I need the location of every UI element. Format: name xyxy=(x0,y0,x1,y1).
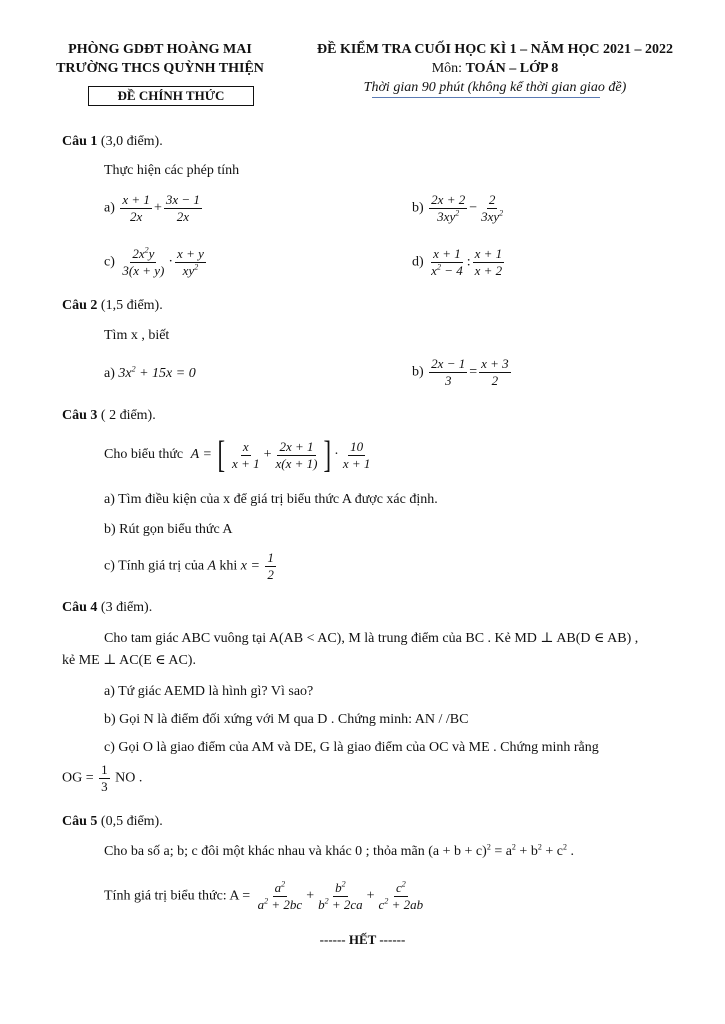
q3-frac1: $\frac{x}{x + 1}$ xyxy=(232,438,260,471)
header-underline xyxy=(372,97,600,98)
q1-d-frac1: $\frac{x + 1}{x^2 - 4}$ xyxy=(431,246,463,278)
q1-a-frac1: $\frac{x + 1}{2x}$ xyxy=(122,192,150,224)
q1-prompt: Thực hiện các phép tính xyxy=(104,163,240,178)
q5-heading xyxy=(62,814,163,830)
q3-points: ( 2 điểm). xyxy=(97,408,156,423)
q3-a: a) Tìm điều kiện của x để giá trị biểu thức A được xác định. xyxy=(104,492,438,507)
q5-title: Câu 5 xyxy=(62,814,98,829)
q2-b-frac2: $\frac{x + 3}{2}$ xyxy=(481,356,509,388)
q3-b: b) Rút gọn biểu thức A xyxy=(104,522,233,537)
exam-title: ĐỀ KIỂM TRA CUỐI HỌC KÌ 1 – NĂM HỌC 2021 – 2022 xyxy=(317,42,673,57)
q4-a: a) Tứ giác AEMD là hình gì? Vì sao? xyxy=(104,684,314,699)
q1-c: c) $\frac{2x^2y}{3(x + y)}$ · $\frac{x + y}{xy^2}$ xyxy=(104,245,204,278)
q4-title: Câu 4 xyxy=(62,600,98,615)
q5-frac1: $\frac{a^2}{a^2 + 2bc}$ xyxy=(257,879,303,912)
q3-c: c) Tính giá trị của A khi x = $\frac{1}{2}$ xyxy=(104,550,274,582)
q4-points: (3 điểm). xyxy=(97,600,153,615)
q1-d: d) $\frac{x + 1}{x^2 - 4}$ : $\frac{x + 1}{x + 2}$ xyxy=(412,246,503,278)
q1-b-label: b) xyxy=(412,200,424,216)
q1-d-label: d) xyxy=(412,254,424,270)
q3-expression: Cho biểu thức A = [ $\frac{x}{x + 1}$ + $\frac{2x + 1}{x(x + 1)}$ ] · $\frac{10}{x + 1}$ xyxy=(104,434,371,476)
q4-heading xyxy=(62,600,152,616)
q1-a: a) $\frac{x + 1}{2x}$ + $\frac{3x - 1}{2x}$ xyxy=(104,192,200,224)
q5-frac3: $\frac{c^2}{c^2 + 2ab}$ xyxy=(378,879,424,912)
q1-d-frac2: $\frac{x + 1}{x + 2}$ xyxy=(474,246,503,278)
q5-prompt: Tính giá trị biểu thức: A = xyxy=(104,888,251,904)
q3-c-frac: $\frac{1}{2}$ xyxy=(267,550,274,582)
q5-frac2: $\frac{b^2}{b^2 + 2ca}$ xyxy=(318,879,363,912)
q2-a-label: a) xyxy=(104,366,115,381)
q1-b-frac1: $\frac{2x + 2}{3xy^2}$ xyxy=(431,192,466,224)
q4-line1: Cho tam giác ABC vuông tại A(AB < AC), M là trung điểm của BC . Kẻ MD ⊥ AB(D ∈ AB) , xyxy=(104,631,639,646)
q2-title: Câu 2 xyxy=(62,298,98,313)
q2-a: a) $3x^2 + 15x = 0$ xyxy=(104,364,196,381)
subject-name: TOÁN – LỚP 8 xyxy=(465,61,559,76)
q1-b: b) $\frac{2x + 2}{3xy^2}$ − $\frac{2}{3xy^2}$ xyxy=(412,192,504,224)
q1-heading xyxy=(62,134,163,150)
q2-b-label: b) xyxy=(412,364,424,380)
q4-line2: kẻ ME ⊥ AC(E ∈ AC). xyxy=(62,653,196,668)
q1-b-frac2: $\frac{2}{3xy^2}$ xyxy=(481,192,504,224)
q1-title: Câu 1 xyxy=(62,134,98,149)
q4-frac: $\frac{1}{3}$ xyxy=(101,762,108,794)
q2-heading xyxy=(62,298,163,314)
q4-b: b) Gọi N là điểm đối xứng với M qua D . Chứng minh: AN / /BC xyxy=(104,712,469,727)
subject-prefix: Môn: xyxy=(431,61,466,76)
q4-c: c) Gọi O là giao điểm của AM và DE, G là giao điểm của OC và ME . Chứng minh rằng xyxy=(104,740,599,755)
q2-b: b) $\frac{2x - 1}{3}$ = $\frac{x + 3}{2}$ xyxy=(412,356,509,388)
right-bracket: ] xyxy=(324,434,332,476)
subject-line xyxy=(300,59,690,78)
q3-prompt: Cho biểu thức xyxy=(104,447,184,463)
q1-a-frac2: $\frac{3x - 1}{2x}$ xyxy=(165,192,200,224)
q3-frac3: $\frac{10}{x + 1}$ xyxy=(342,438,371,471)
q3-title: Câu 3 xyxy=(62,408,98,423)
school-name: TRƯỜNG THCS QUỲNH THIỆN xyxy=(56,61,264,76)
q3-heading xyxy=(62,408,156,424)
official-exam-label: ĐỀ CHÍNH THỨC xyxy=(88,86,254,106)
q1-a-label: a) xyxy=(104,200,115,216)
exam-header xyxy=(300,40,690,97)
school-header xyxy=(40,40,280,78)
department-name: PHÒNG GDĐT HOÀNG MAI xyxy=(68,42,252,57)
left-bracket: [ xyxy=(217,434,226,476)
q1-c-label: c) xyxy=(104,254,115,270)
q5-expression: Tính giá trị biểu thức: A = $\frac{a^2}{a^2 + 2bc}$ + $\frac{b^2}{b^2 + 2ca}$ + $\frac{c^2}{c^2 + 2ab}$ xyxy=(104,879,424,912)
q4-c-conclusion: OG = $\frac{1}{3}$ NO . xyxy=(62,762,143,794)
q3-frac2: $\frac{2x + 1}{x(x + 1)}$ xyxy=(275,438,318,471)
q1-c-frac2: $\frac{x + y}{xy^2}$ xyxy=(177,246,204,278)
end-marker: ------ HẾT ------ xyxy=(319,932,406,947)
q5-line1: Cho ba số a; b; c đôi một khác nhau và khác 0 ; thỏa mãn $(a + b + c)^2 = a^2 + b^2 + c^2$ . xyxy=(104,842,574,859)
q1-c-frac1: $\frac{2x^2y}{3(x + y)}$ xyxy=(122,245,165,278)
q1-points: (3,0 điểm). xyxy=(97,134,163,149)
q2-b-frac1: $\frac{2x - 1}{3}$ xyxy=(431,356,466,388)
q2-prompt: Tìm x , biết xyxy=(104,328,170,343)
q5-points: (0,5 điểm). xyxy=(97,814,163,829)
time-note: Thời gian 90 phút (không kể thời gian giao đề) xyxy=(363,80,627,95)
q2-points: (1,5 điểm). xyxy=(97,298,163,313)
